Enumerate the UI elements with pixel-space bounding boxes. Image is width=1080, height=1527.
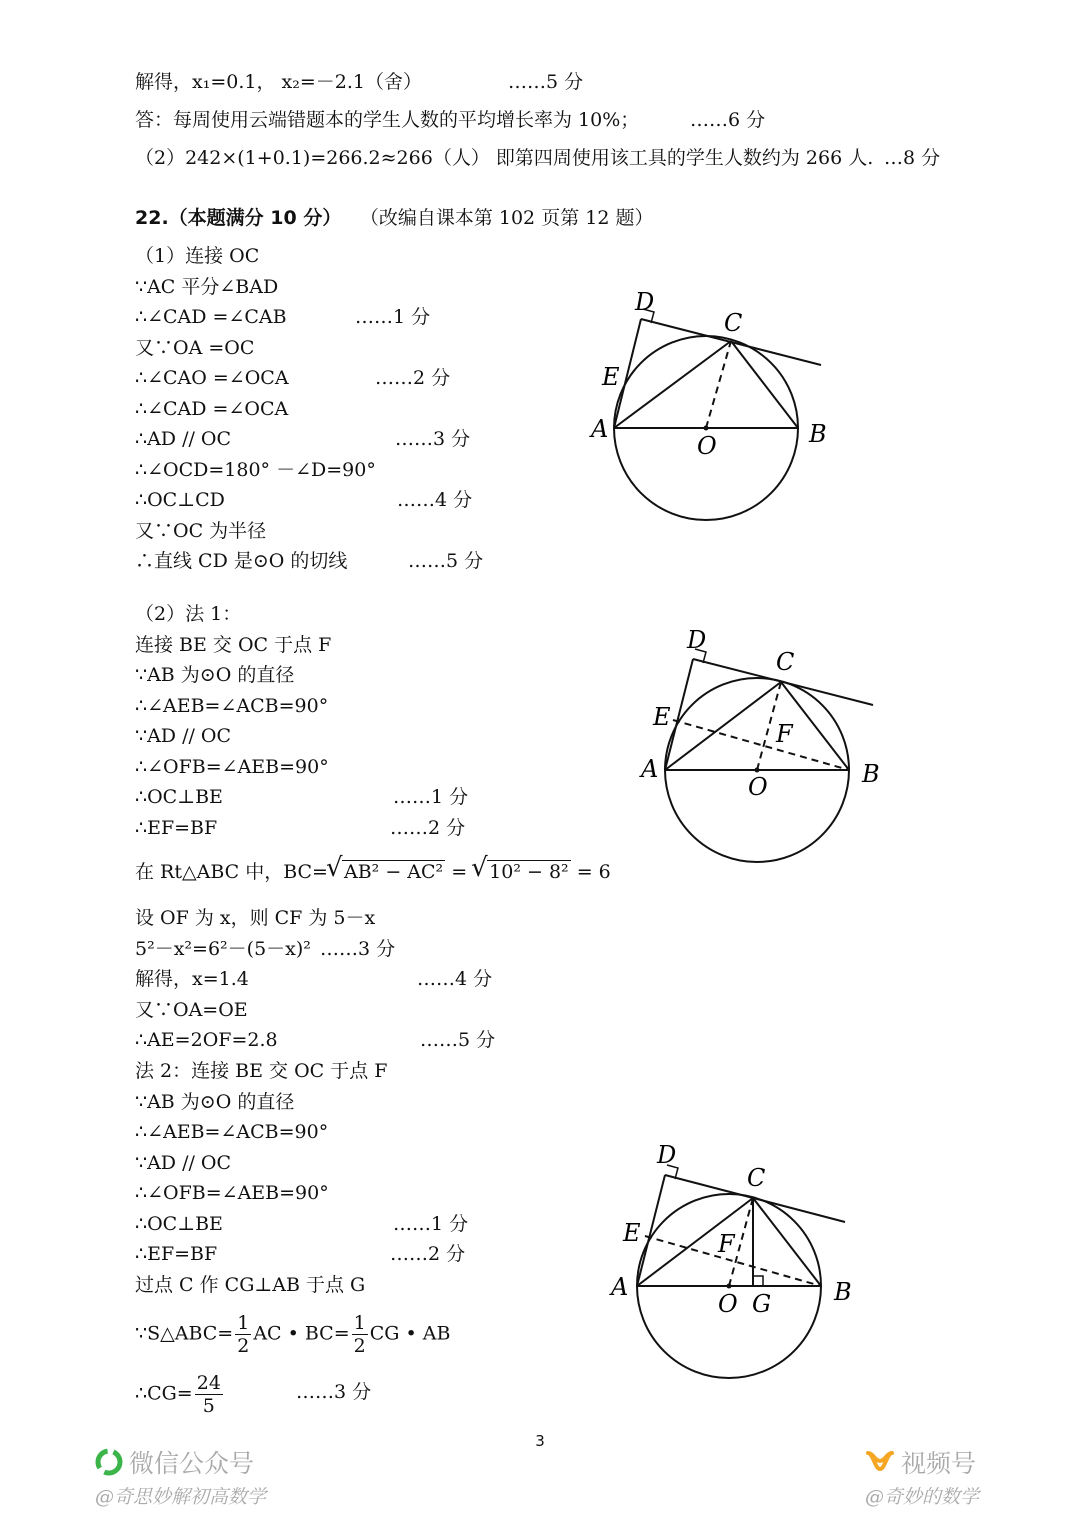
- score-mark: ……5 分: [508, 71, 584, 93]
- proof-line: ∵AD // OC: [135, 1151, 232, 1174]
- solution-line: 解得，x₁=0.1， x₂=－2.1（舍）: [135, 71, 422, 93]
- proof-line: ∴∠OFB=∠AEB=90°: [135, 755, 329, 778]
- proof-line: ∴AE=2OF=2.8: [135, 1029, 278, 1051]
- proof-line: ∴∠OCD=180° －∠D=90°: [135, 458, 376, 481]
- cg-formula: ∴CG= $\frac{24}{5}$: [135, 1372, 221, 1417]
- label-o: O: [718, 1290, 738, 1318]
- label-f: F: [776, 720, 793, 748]
- proof-line: 又∵OA =OC: [135, 336, 255, 359]
- proof-line: ∴OC⊥BE: [135, 1212, 223, 1235]
- video-handle: @奇妙的数学: [865, 1486, 980, 1508]
- video-logo-icon: [865, 1449, 895, 1475]
- label-e: E: [653, 703, 671, 731]
- proof-line: ∴直线 CD 是⊙O 的切线: [135, 550, 348, 572]
- label-d: D: [687, 626, 707, 654]
- score-mark: ……3 分: [320, 937, 396, 960]
- proof-line: 5²－x²=6²－(5－x)²: [135, 937, 311, 960]
- area-formula: ∵S△ABC= $\frac{1}{2}$ AC • BC= $\frac{1}{2}$ CG • AB: [135, 1312, 451, 1357]
- proof-line: 设 OF 为 x，则 CF 为 5－x: [135, 907, 376, 929]
- proof-line: ∴∠AEB=∠ACB=90°: [135, 694, 329, 717]
- label-a: A: [611, 1273, 629, 1301]
- proof-line: ∴∠OFB=∠AEB=90°: [135, 1182, 329, 1204]
- score-mark: ……3 分: [395, 428, 471, 450]
- proof-line: ∴OC⊥CD: [135, 489, 225, 511]
- label-b: B: [809, 420, 827, 448]
- proof-line: ∴∠AEB=∠ACB=90°: [135, 1121, 329, 1143]
- segment-ac: [665, 682, 781, 770]
- label-a: A: [591, 415, 609, 443]
- radical-2: √ 10² − 8²: [473, 860, 571, 884]
- page-number: 3: [535, 1432, 545, 1450]
- radical-1: √ AB² − AC²: [328, 860, 445, 884]
- label-f: F: [718, 1230, 735, 1258]
- proof-line: ∴EF=BF: [135, 816, 218, 839]
- proof-line: 又∵OC 为半径: [135, 519, 267, 542]
- proof-line: （1）连接 OC: [135, 245, 260, 267]
- half-fraction: $\frac{1}{2}$: [237, 1312, 250, 1357]
- proof-line: （2）法 1：: [135, 603, 242, 625]
- question-source-note: （改编自课本第 102 页第 12 题）: [369, 207, 654, 229]
- geometry-figure-3: [605, 1140, 865, 1390]
- half-fraction: $\frac{1}{2}$: [353, 1312, 366, 1357]
- part2-line: （2）242×(1+0.1)=266.2≈266（人） 即第四周使用该工具的学生人数约为 266 人.: [135, 147, 874, 169]
- score-mark: ……1 分: [355, 306, 431, 328]
- label-e: E: [602, 363, 620, 391]
- label-c: C: [776, 648, 795, 676]
- answer-line: 答：每周使用云端错题本的学生人数的平均增长率为 10%；: [135, 109, 640, 131]
- radius-oc-dashed: [706, 341, 731, 428]
- proof-line: ∴AD // OC: [135, 428, 232, 450]
- proof-line: 解得，x=1.4: [135, 968, 249, 990]
- question-header: [135, 206, 653, 230]
- score-mark: ……2 分: [390, 1243, 466, 1265]
- video-watermark: [865, 1444, 979, 1509]
- center-dot: [704, 426, 709, 431]
- label-d: D: [657, 1141, 677, 1169]
- score-mark: ……3 分: [296, 1381, 372, 1403]
- proof-line: ∴∠CAD =∠OCA: [135, 397, 289, 420]
- center-dot: [727, 1284, 732, 1289]
- proof-line: 过点 C 作 CG⊥AB 于点 G: [135, 1273, 366, 1296]
- label-c: C: [747, 1164, 766, 1192]
- proof-line: ∴EF=BF: [135, 1243, 218, 1265]
- proof-line: ∴∠CAO =∠OCA: [135, 367, 289, 389]
- label-b: B: [862, 760, 880, 788]
- proof-line: ∵AC 平分∠BAD: [135, 275, 279, 298]
- score-mark: ……4 分: [397, 489, 473, 511]
- geometry-figure-2: [635, 625, 895, 875]
- wechat-watermark: [95, 1444, 266, 1509]
- segment-ac: [637, 1198, 753, 1286]
- label-b: B: [834, 1278, 852, 1306]
- proof-line: ∵AB 为⊙O 的直径: [135, 664, 295, 686]
- wechat-title: 微信公众号: [129, 1449, 255, 1478]
- score-mark: ……4 分: [417, 968, 493, 990]
- score-mark: ……1 分: [393, 786, 469, 808]
- label-e: E: [623, 1219, 641, 1247]
- proof-line: ∴∠CAD =∠CAB: [135, 306, 287, 328]
- label-a: A: [641, 755, 659, 783]
- proof-line: 法 2：连接 BE 交 OC 于点 F: [135, 1060, 388, 1082]
- proof-line: 连接 BE 交 OC 于点 F: [135, 633, 332, 656]
- geometry-figure-1: [585, 285, 845, 535]
- score-mark: ……2 分: [375, 367, 451, 389]
- cg-fraction: $\frac{24}{5}$: [196, 1372, 221, 1417]
- proof-line: 又∵OA=OE: [135, 998, 248, 1021]
- label-o: O: [748, 773, 768, 801]
- proof-line: ∴OC⊥BE: [135, 786, 223, 808]
- label-g: G: [752, 1290, 772, 1318]
- right-angle-mark-g: [753, 1276, 763, 1286]
- bc-formula: 在 Rt△ABC 中，BC=√ AB² − AC² = √ 10² − 8² = 6: [135, 860, 611, 884]
- question-title: 22.（本题满分 10 分）: [135, 207, 342, 229]
- label-d: D: [635, 288, 655, 316]
- video-title: 视频号: [901, 1449, 977, 1478]
- score-mark: ……2 分: [390, 816, 466, 839]
- wechat-handle: @奇思妙解初高数学: [95, 1486, 267, 1508]
- score-mark: ……5 分: [408, 550, 484, 572]
- score-mark: ……6 分: [690, 109, 766, 131]
- score-mark: …8 分: [884, 147, 941, 169]
- score-mark: ……5 分: [420, 1029, 496, 1051]
- label-c: C: [724, 309, 743, 337]
- segment-ad: [637, 1175, 665, 1286]
- proof-line: ∵AB 为⊙O 的直径: [135, 1090, 295, 1113]
- wechat-logo-icon: [95, 1448, 123, 1476]
- proof-line: ∵AD // OC: [135, 725, 232, 747]
- label-o: O: [697, 432, 717, 460]
- score-mark: ……1 分: [393, 1212, 469, 1235]
- center-dot: [755, 768, 760, 773]
